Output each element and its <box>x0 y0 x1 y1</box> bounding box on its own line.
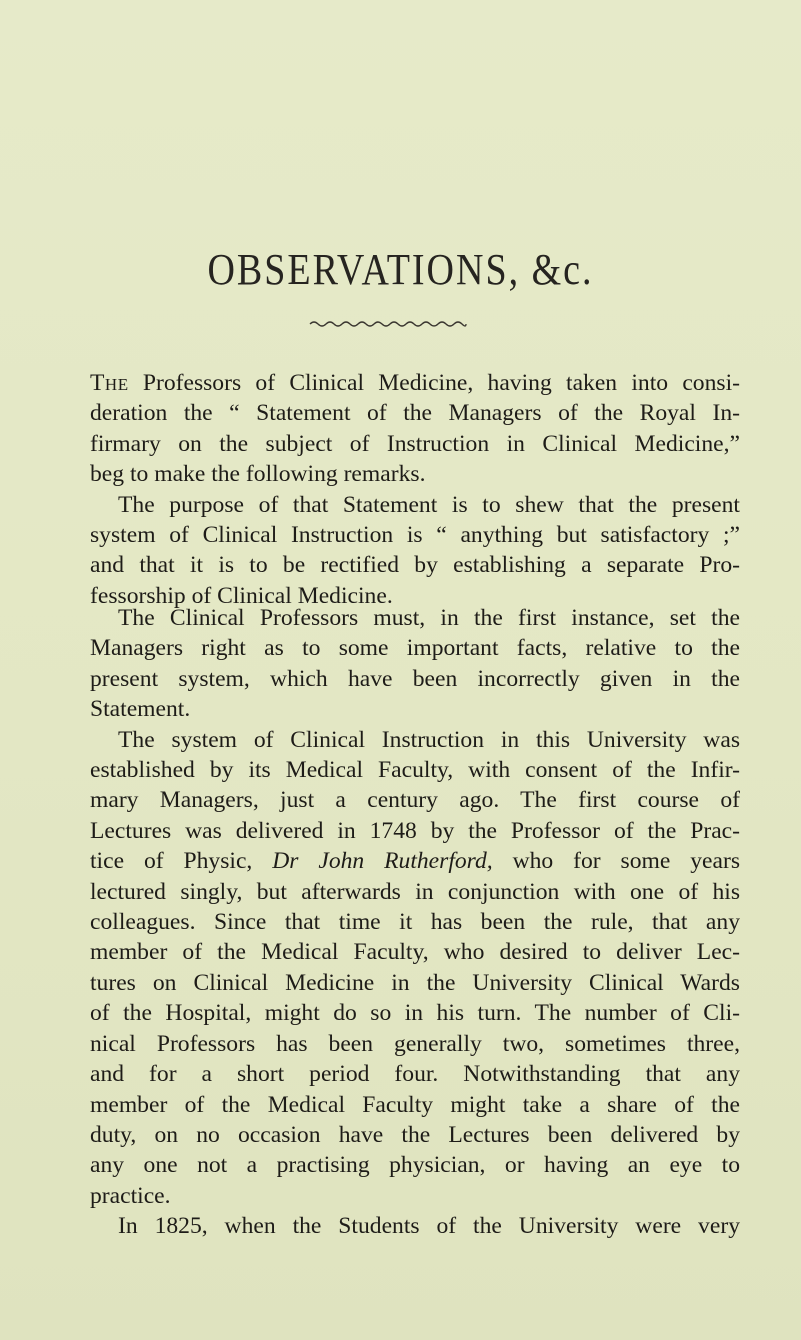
text-line: of the Hospital, might do so in his turn. The number of Cli- <box>90 1000 740 1027</box>
text-line: The system of Clinical Instruction in this University was <box>118 726 740 753</box>
text-line: lectured singly, but afterwards in conjunction with one of his <box>90 878 740 905</box>
text-line: nical Professors has been generally two, sometimes three, <box>90 1030 740 1057</box>
text-line: present system, which have been incorrectly given in the <box>90 665 740 692</box>
text-line: fessorship of Clinical Medicine. <box>90 582 393 609</box>
person-name: Dr John Rutherford, <box>272 848 493 875</box>
text-line: Statement. <box>90 696 191 723</box>
text-line: duty, on no occasion have the Lectures been delivered by <box>90 1121 740 1148</box>
text-line: The Clinical Professors must, in the first instance, set the <box>118 605 740 631</box>
text-line: Lectures was delivered in 1748 by the Professor of the Prac- <box>90 817 740 844</box>
text-line: and that it is to be rectified by establishing a separate Pro- <box>90 552 740 579</box>
text-line: and for a short period four. Notwithstanding that any <box>90 1061 740 1088</box>
text-line: colleagues. Since that time it has been the rule, that any <box>90 909 740 936</box>
text-line: any one not a practising physician, or having an eye to <box>90 1152 740 1179</box>
ornamental-rule <box>308 316 468 330</box>
text-line: The Professors of Clinical Medicine, having taken into consi- <box>90 370 740 396</box>
text-line: deration the “ Statement of the Managers of the Royal In- <box>90 400 740 427</box>
paragraph-professors-reply <box>90 368 740 611</box>
opening-word: The <box>90 370 129 396</box>
text-line: In 1825, when the Students of the University were very <box>118 1213 740 1240</box>
text-line: Managers right as to some important facts, relative to the <box>90 635 740 662</box>
page-heading: OBSERVATIONS, &c. <box>207 245 594 295</box>
text-line: The purpose of that Statement is to shew that the present <box>118 491 740 518</box>
text-line: firmary on the subject of Instruction in Clinical Medicine,” <box>90 430 740 457</box>
text-line: practice. <box>90 1182 171 1209</box>
text-line: mary Managers, just a century ago. The first course of <box>90 787 740 814</box>
paragraph-clinical-history <box>90 603 740 1242</box>
text-line: tures on Clinical Medicine in the University Clinical Wards <box>90 969 740 996</box>
text-line: system of Clinical Instruction is “ anything but satisfactory ;” <box>90 522 740 549</box>
text-line: tice of Physic, Dr John Rutherford, who for some years <box>90 848 741 875</box>
text-line: member of the Medical Faculty, who desired to deliver Lec- <box>90 939 740 966</box>
text-line: established by its Medical Faculty, with consent of the Infir- <box>90 757 740 784</box>
text-line: beg to make the following remarks. <box>90 461 426 488</box>
text-line: member of the Medical Faculty might take a share of the <box>90 1091 740 1118</box>
